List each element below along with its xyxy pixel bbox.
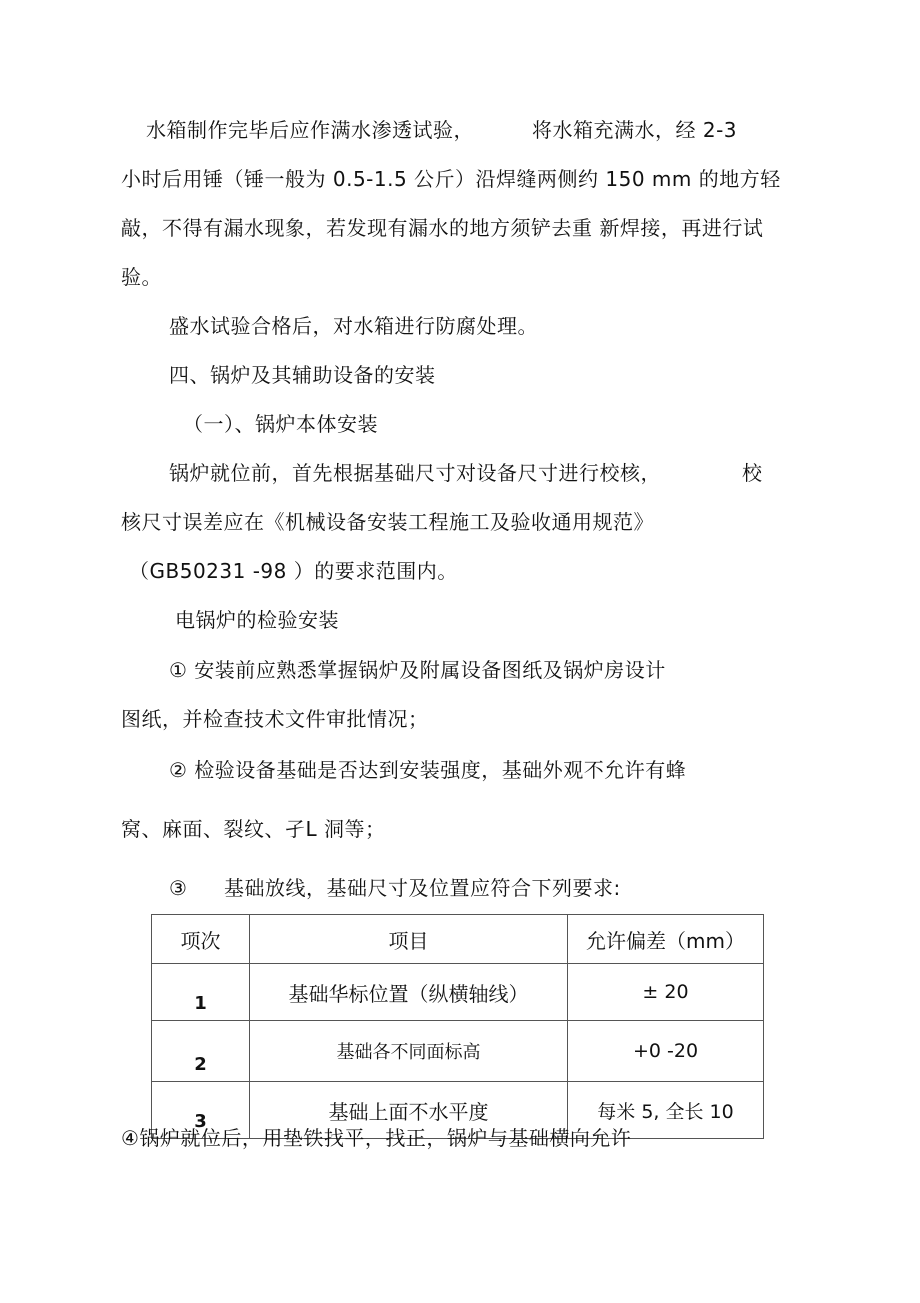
paragraph-line: （GB50231 -98 ）的要求范围内。: [129, 559, 458, 583]
table-cell-tolerance: 每米 5, 全长 10: [568, 1082, 764, 1139]
list-item-line: 基础放线，基础尺寸及位置应符合下列要求:: [224, 876, 621, 900]
text-segment: 水箱制作完毕后应作满水渗透试验，: [146, 118, 474, 142]
tolerance-table: [151, 914, 763, 1132]
table-row: [152, 964, 764, 1021]
subsection-heading: （一）、锅炉本体安装: [183, 412, 378, 436]
list-item-line: 图纸，并检查技术文件审批情况；: [121, 707, 429, 731]
paragraph-line: 校: [742, 461, 763, 485]
table-header-row: [152, 915, 764, 964]
table-row: [152, 1021, 764, 1082]
table-cell-tolerance: +0 -20: [568, 1021, 764, 1082]
list-item-line: 窝、麻面、裂纹、孑L 洞等；: [121, 817, 386, 841]
paragraph-line: 盛水试验合格后，对水箱进行防腐处理。: [169, 314, 538, 338]
paragraph-line: 核尺寸误差应在《机械设备安装工程施工及验收通用规范》: [121, 510, 654, 534]
subsection-heading: 电锅炉的检验安装: [175, 608, 339, 632]
table-cell-item: 基础华标位置（纵横轴线）: [250, 964, 568, 1021]
table-header-cell: 项次: [152, 915, 250, 964]
list-item-line: ② 检验设备基础是否达到安装强度，基础外观不允许有蜂: [169, 758, 687, 782]
table-cell-item: 基础上面不水平度: [250, 1082, 568, 1139]
list-marker: ③: [169, 876, 188, 900]
table-cell-item: 基础各不同面标高: [250, 1021, 568, 1082]
paragraph-line: 敲，不得有漏水现象，若发现有漏水的地方须铲去重 新焊接，再进行试: [121, 216, 764, 240]
text-segment: 将水箱充满水，经 2-3: [532, 118, 738, 142]
table-header-cell: 项目: [250, 915, 568, 964]
list-item-line: ④锅炉就位后，用垫铁找平，找正，锅炉与基础横向允许: [121, 1126, 632, 1150]
paragraph-line: 锅炉就位前，首先根据基础尺寸对设备尺寸进行校核，: [169, 461, 661, 485]
table-header-cell: 允许偏差（mm）: [568, 915, 764, 964]
paragraph-line: [532, 116, 737, 144]
paragraph-line: 验。: [121, 265, 162, 289]
table-cell-tolerance: ± 20: [568, 964, 764, 1021]
section-heading: 四、锅炉及其辅助设备的安装: [169, 363, 436, 387]
list-item-line: ① 安装前应熟悉掌握锅炉及附属设备图纸及锅炉房设计: [169, 658, 666, 682]
table-cell-index: 3: [152, 1082, 250, 1139]
table-cell-index: 1: [152, 964, 250, 1021]
table-cell-index: 2: [152, 1021, 250, 1082]
paragraph-line: [146, 116, 474, 144]
paragraph-line: 小时后用锤（锤一般为 0.5-1.5 公斤）沿焊缝两侧约 150 mm 的地方轻: [121, 167, 781, 191]
